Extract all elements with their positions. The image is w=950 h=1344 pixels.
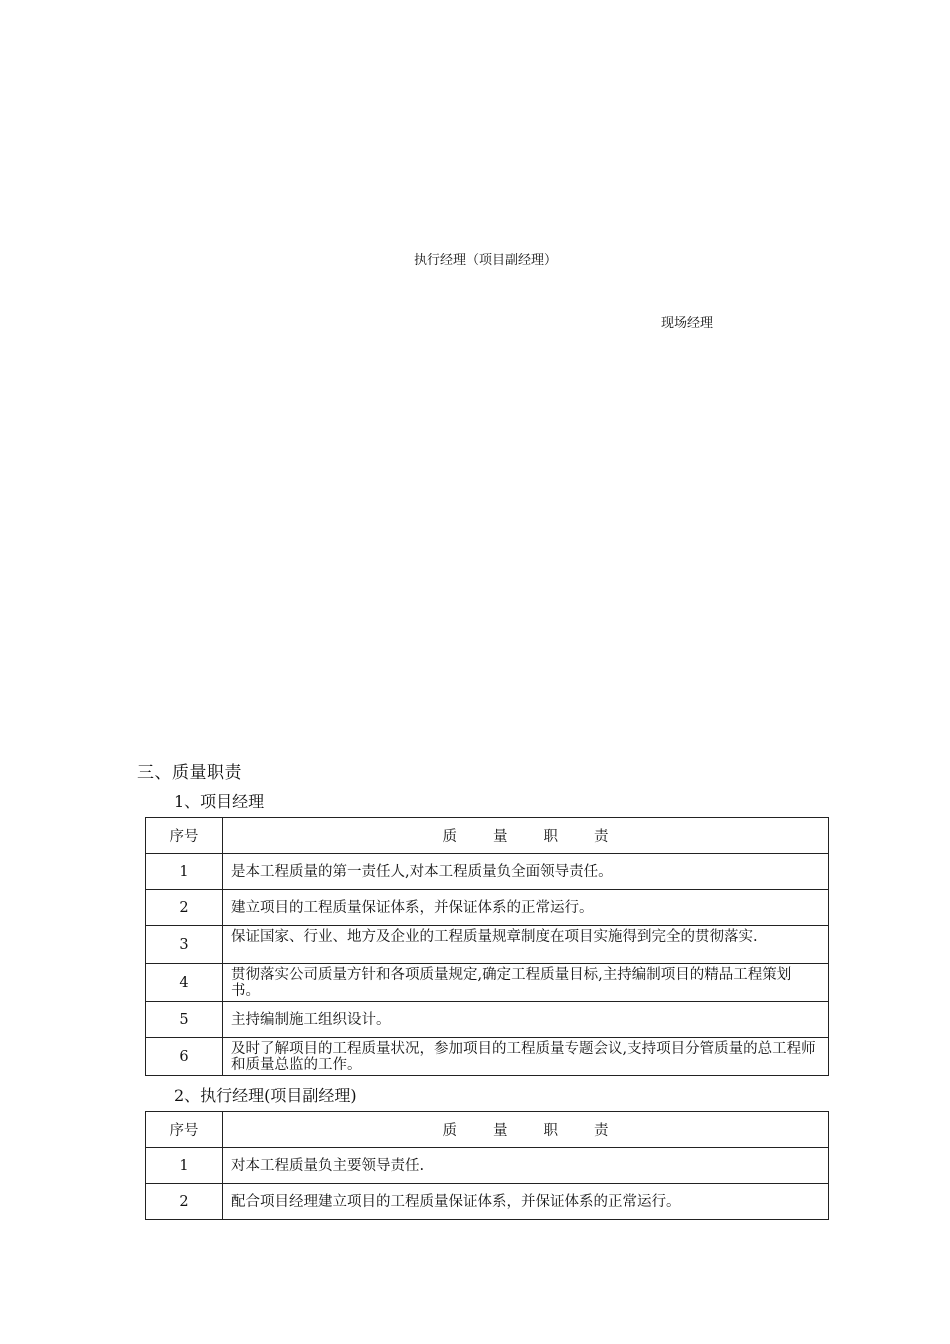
project-manager-duty-table — [145, 817, 829, 1076]
row-number: 1 — [146, 1148, 223, 1184]
header-quality-duty — [223, 1112, 829, 1148]
header-serial-number: 序号 — [146, 1112, 223, 1148]
table-row — [146, 1002, 829, 1038]
row-number: 2 — [146, 890, 223, 926]
row-text: 是本工程质量的第一责任人,对本工程质量负全面领导责任。 — [223, 854, 829, 890]
table-row — [146, 854, 829, 890]
header-char: 职 — [543, 1123, 558, 1139]
table-row — [146, 1184, 829, 1220]
header-char: 责 — [594, 1123, 609, 1139]
header-char: 量 — [493, 829, 508, 845]
table1-caption: 1、项目经理 — [174, 792, 265, 811]
row-text: 及时了解项目的工程质量状况，参加项目的工程质量专题会议,支持项目分管质量的总工程师和质量总监的工作。 — [223, 1038, 829, 1076]
row-number: 6 — [146, 1038, 223, 1076]
table-row — [146, 890, 829, 926]
header-serial-number: 序号 — [146, 818, 223, 854]
org-chart-label-executive-manager: 执行经理（项目副经理） — [414, 253, 558, 268]
table-row — [146, 1038, 829, 1076]
header-char: 责 — [594, 829, 609, 845]
row-number: 1 — [146, 854, 223, 890]
row-text: 建立项目的工程质量保证体系，并保证体系的正常运行。 — [223, 890, 829, 926]
table2-caption: 2、执行经理(项目副经理) — [174, 1086, 357, 1105]
header-char: 质 — [442, 829, 457, 845]
row-number: 4 — [146, 964, 223, 1002]
row-number: 3 — [146, 926, 223, 964]
row-text: 对本工程质量负主要领导责任. — [223, 1148, 829, 1184]
table-header-row — [146, 1112, 829, 1148]
row-number: 5 — [146, 1002, 223, 1038]
header-char: 质 — [442, 1123, 457, 1139]
org-chart-label-site-manager: 现场经理 — [661, 316, 714, 331]
header-char: 量 — [493, 1123, 508, 1139]
table-row — [146, 1148, 829, 1184]
header-char: 职 — [543, 829, 558, 845]
header-quality-duty — [223, 818, 829, 854]
row-text: 保证国家、行业、地方及企业的工程质量规章制度在项目实施得到完全的贯彻落实. — [223, 926, 829, 964]
row-text: 主持编制施工组织设计。 — [223, 1002, 829, 1038]
section-heading: 三、质量职责 — [137, 763, 242, 783]
row-text: 配合项目经理建立项目的工程质量保证体系，并保证体系的正常运行。 — [223, 1184, 829, 1220]
row-text: 贯彻落实公司质量方针和各项质量规定,确定工程质量目标,主持编制项目的精品工程策划书。 — [223, 964, 829, 1002]
table-header-row — [146, 818, 829, 854]
row-number: 2 — [146, 1184, 223, 1220]
table-row — [146, 926, 829, 964]
executive-manager-duty-table — [145, 1111, 829, 1220]
table-row — [146, 964, 829, 1002]
